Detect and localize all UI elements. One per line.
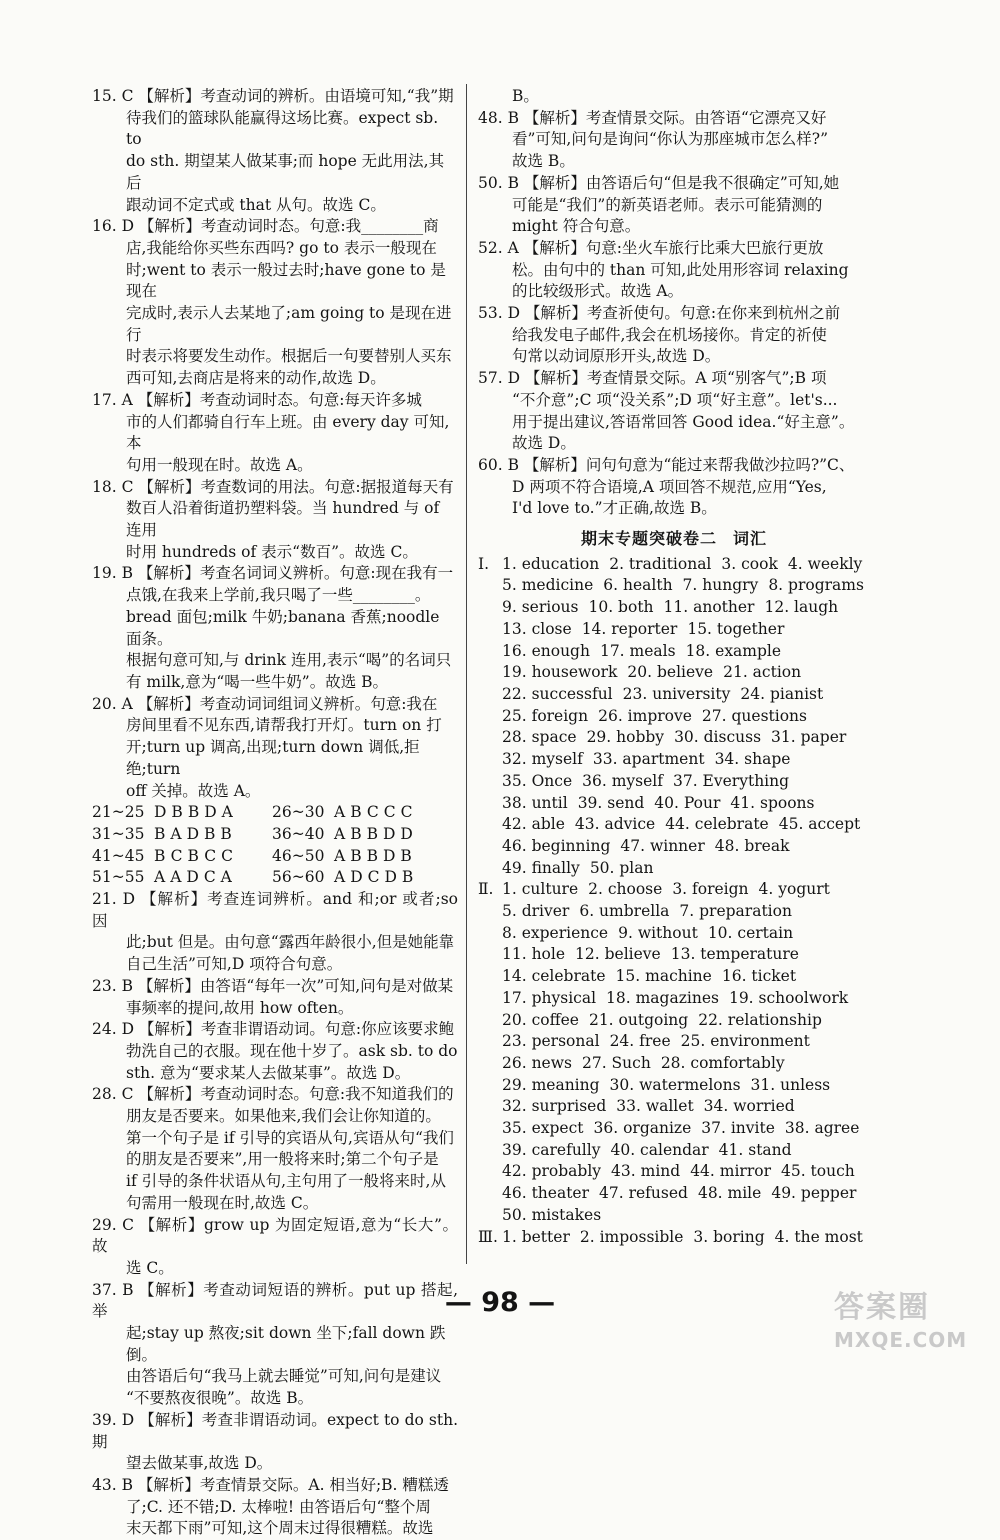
vocab-answer: 45. accept <box>778 815 861 834</box>
answer-line: 24. D 【解析】考查非谓语动词。句意:你应该要求鲍 <box>92 1020 455 1039</box>
vocab-answer: 49. finally <box>502 858 580 877</box>
vocab-answer: 2. impossible <box>579 1227 684 1246</box>
vocab-answer: 20. coffee <box>502 1010 579 1029</box>
vocab-line <box>502 966 870 988</box>
vocab-answer: 41. stand <box>718 1140 792 1159</box>
vocab-answer: 2. traditional <box>609 554 712 573</box>
answer-entry <box>92 1475 458 1540</box>
answer-line: 时表示将要发生动作。根据后一句要替别人买东 <box>126 347 452 366</box>
answer-line: 故选 B。 <box>512 152 575 171</box>
carried-answer: B。 <box>512 87 539 105</box>
answer-line: 用于提出建议,答语常回答 Good idea.“好主意”。 <box>512 412 855 431</box>
vocab-part-number: Ⅲ. <box>478 1227 498 1246</box>
answer-line: 句需用一般现在时,故选 C。 <box>126 1193 319 1212</box>
vocab-answers <box>502 554 874 880</box>
answer-key-row <box>92 867 458 889</box>
vocab-answer: 43. advice <box>574 815 656 834</box>
vocab-line <box>502 619 874 641</box>
vocab-line <box>502 771 874 793</box>
answer-entry <box>92 1084 458 1214</box>
vocab-answer: 8. experience <box>502 923 609 942</box>
vocab-line <box>502 1183 870 1205</box>
vocab-part <box>478 879 870 1226</box>
vocab-answer: 26. improve <box>598 706 692 725</box>
vocab-line <box>502 706 874 728</box>
vocab-answer: 17. meals <box>599 641 676 660</box>
vocab-answer: 10. both <box>588 598 654 617</box>
vocab-line <box>502 1227 873 1249</box>
column-divider <box>466 84 467 1264</box>
vocab-line <box>502 944 870 966</box>
vocab-answer: 15. together <box>687 619 785 638</box>
answer-line: 可能是“我们”的新英语老师。表示可能猜测的 <box>512 195 823 214</box>
answer-line: 选 C。 <box>126 1258 174 1277</box>
vocab-line <box>502 641 874 663</box>
answer-line: 故选 D。 <box>512 434 576 453</box>
answer-key-row <box>92 846 458 868</box>
vocab-answer: 8. programs <box>768 576 864 595</box>
vocab-answer: 44. mirror <box>690 1162 771 1181</box>
answer-line: 店,我能给你买些东西吗? go to 表示一般现在 <box>126 238 437 257</box>
vocab-answer: 32. surprised <box>502 1097 607 1116</box>
vocab-answer: 34. shape <box>714 750 791 769</box>
vocab-answer: 31. paper <box>771 728 847 747</box>
vocab-answers <box>502 879 870 1226</box>
answer-range: 31~35 <box>92 824 145 843</box>
vocab-answer: 5. driver <box>502 902 570 921</box>
vocab-line <box>502 1075 870 1097</box>
vocab-answer: 9. serious <box>502 598 579 617</box>
answer-line: 句用一般现在时。故选 A。 <box>126 455 313 474</box>
answer-line: 此;but 但是。由句意“露西年龄很小,但是她能靠 <box>126 933 455 952</box>
answer-line: 50. B 【解析】由答语后句“但是我不很确定”可知,她 <box>478 173 840 192</box>
vocab-answer: 29. meaning <box>502 1075 600 1094</box>
answer-letters: ADCDB <box>334 868 419 887</box>
answer-line: 起;stay up 熬夜;sit down 坐下;fall down 跌倒。 <box>126 1324 446 1364</box>
vocab-part <box>478 554 870 880</box>
vocab-answer: 35. Once <box>502 771 573 790</box>
answer-line: 17. A 【解析】考查动词时态。句意:每天许多城 <box>92 390 422 409</box>
answer-line: 事频率的提问,故用 how often。 <box>126 998 354 1017</box>
answer-range: 21~25 <box>92 803 145 822</box>
vocab-answer: 46. theater <box>502 1184 590 1203</box>
answer-range: 56~60 <box>272 868 325 887</box>
answer-line: might 符合句意。 <box>512 217 641 236</box>
answer-line: 28. C 【解析】考查动词时态。句意:我不知道我们的 <box>92 1085 454 1104</box>
answer-entry <box>478 108 870 173</box>
answer-entry <box>92 390 458 477</box>
answer-line: 了;C. 还不错;D. 太棒啦! 由答语后句“整个周 <box>126 1497 431 1516</box>
answer-line: 37. B 【解析】考查动词短语的辨析。put up 搭起,举 <box>92 1280 458 1321</box>
answer-line: 松。由句中的 than 可知,此处用形容词 relaxing <box>512 260 849 279</box>
answer-line: 18. C 【解析】考查数词的用法。句意:据报道每天有 <box>92 477 454 496</box>
watermark-text: 答案圈 <box>834 1290 930 1325</box>
answer-entry <box>92 563 458 693</box>
vocab-answer: 29. hobby <box>586 728 665 747</box>
vocab-answer: 45. touch <box>780 1162 855 1181</box>
vocab-answer: 5. medicine <box>502 576 594 595</box>
vocab-answer: 13. temperature <box>670 945 799 964</box>
answer-line: 看”可知,问句是询问“你认为那座城市怎么样?” <box>512 130 829 149</box>
answer-line: 48. B 【解析】考查情景交际。由答语“它漂亮又好 <box>478 108 827 127</box>
answer-entry <box>92 1215 458 1280</box>
vocab-answer: 50. plan <box>589 858 654 877</box>
left-column <box>92 86 458 1540</box>
answer-letters: DBBDA <box>154 803 238 822</box>
answer-line: 第一个句子是 if 引导的宾语从句,宾语从句“我们 <box>126 1128 454 1147</box>
vocab-line <box>502 858 874 880</box>
vocab-answer: 47. winner <box>620 836 705 855</box>
vocab-answer: 48. mile <box>697 1184 762 1203</box>
answer-range: 46~50 <box>272 846 325 865</box>
answer-entry <box>92 1410 458 1475</box>
answer-entry <box>92 1019 458 1084</box>
vocab-answer: 37. Everything <box>672 771 790 790</box>
vocab-answer: 16. ticket <box>721 967 797 986</box>
vocab-answer: 3. cook <box>721 554 778 573</box>
answer-range: 51~55 <box>92 868 145 887</box>
vocab-answer: 40. calendar <box>610 1140 709 1159</box>
vocab-line <box>502 575 874 597</box>
answer-entry <box>92 477 458 564</box>
answer-entry <box>92 216 458 390</box>
vocab-answer: 48. break <box>714 836 790 855</box>
answer-entry <box>478 238 870 303</box>
vocab-line <box>502 1161 870 1183</box>
answer-line: 39. D 【解析】考查非谓语动词。expect to do sth. 期 <box>92 1410 458 1451</box>
answer-line: 房间里看不见东西,请帮我打开灯。turn on 打 <box>126 716 442 735</box>
vocab-answer: 27. Such <box>581 1053 651 1072</box>
vocab-answer: 36. myself <box>582 771 663 790</box>
vocab-answer: 2. choose <box>588 880 663 899</box>
answer-line: 西可知,去商店是将来的动作,故选 D。 <box>126 369 386 388</box>
vocab-answer: 38. until <box>502 793 568 812</box>
answer-entry <box>92 889 458 976</box>
answer-entry <box>478 368 870 455</box>
page-number: — 98 — <box>444 1287 556 1318</box>
vocab-answer: 30. discuss <box>674 728 762 747</box>
vocab-line <box>502 1031 870 1053</box>
answer-range: 26~30 <box>272 803 325 822</box>
answer-line: 有 milk,意为“喝一些牛奶”。故选 B。 <box>126 672 389 691</box>
answer-line: 57. D 【解析】考查情景交际。A 项“别客气”;B 项 <box>478 369 827 388</box>
answer-line: 末天都下雨”可知,这个周末过得很糟糕。故选 <box>126 1519 434 1538</box>
answer-entry <box>92 976 458 1019</box>
vocab-answer: 3. boring <box>693 1227 765 1246</box>
vocab-answer: 28. comfortably <box>660 1053 785 1072</box>
vocab-line <box>502 662 874 684</box>
answer-line: 时用 hundreds of 表示“数百”。故选 C。 <box>126 542 418 561</box>
vocab-answer: 1. education <box>502 554 600 573</box>
vocab-answer: 47. refused <box>599 1184 688 1203</box>
answer-line: 29. C 【解析】grow up 为固定短语,意为“长大”。故 <box>92 1215 458 1256</box>
vocab-part-number: Ⅰ. <box>478 554 490 573</box>
vocab-answer: 7. preparation <box>679 902 792 921</box>
vocab-answer: 50. mistakes <box>502 1205 602 1224</box>
answer-letters: BCBCC <box>154 846 238 865</box>
vocab-answer: 26. news <box>502 1053 572 1072</box>
answer-line: 望去做某事,故选 D。 <box>126 1454 273 1473</box>
vocab-line <box>502 1140 870 1162</box>
answer-line: 给我发电子邮件,我会在机场接你。肯定的祈使 <box>512 325 827 344</box>
vocab-answer: 34. worried <box>703 1097 795 1116</box>
vocab-part-number: Ⅱ. <box>478 880 494 899</box>
vocab-answer: 23. personal <box>502 1032 600 1051</box>
answer-letters: ABBDD <box>334 824 418 843</box>
answer-line: 时;went to 表示一般过去时;have gone to 是现在 <box>126 260 446 301</box>
vocab-line <box>502 836 874 858</box>
vocab-line <box>502 988 870 1010</box>
vocab-answer: 38. agree <box>784 1119 860 1138</box>
answer-line: 开;turn up 调高,出现;turn down 调低,拒绝;turn <box>126 738 420 778</box>
vocab-answer: 16. enough <box>502 641 590 660</box>
answer-letters: AADCA <box>154 868 237 887</box>
vocab-line <box>502 879 870 901</box>
vocab-answer: 12. laugh <box>764 598 839 617</box>
vocab-answer: 13. close <box>502 619 572 638</box>
answer-key-row <box>92 802 458 824</box>
answer-line: 勃洗自己的衣服。现在他十岁了。ask sb. to do <box>126 1041 458 1060</box>
vocab-answer: 22. successful <box>502 684 613 703</box>
answer-key-row <box>92 824 458 846</box>
answer-key-grid <box>92 802 458 889</box>
answer-line: “不要熬夜很晚”。故选 B。 <box>126 1389 314 1408</box>
answer-line: 23. B 【解析】由答语“每年一次”可知,问句是对做某 <box>92 976 454 995</box>
vocab-answer: 14. celebrate <box>502 967 606 986</box>
answer-line: 15. C 【解析】考查动词的辨析。由语境可知,“我”期 <box>92 87 454 105</box>
vocab-answer: 14. reporter <box>581 619 678 638</box>
vocab-answer: 1. better <box>502 1227 570 1246</box>
vocab-line <box>502 1053 870 1075</box>
vocab-answer: 3. foreign <box>672 880 749 899</box>
vocab-answer: 6. health <box>603 576 673 595</box>
answer-line: 43. B 【解析】考查情景交际。A. 相当好;B. 糟糕透 <box>92 1476 449 1494</box>
vocab-answer: 4. the most <box>774 1227 863 1246</box>
vocab-line <box>502 814 874 836</box>
vocab-answer: 4. yogurt <box>758 880 830 899</box>
answer-line: 19. B 【解析】考查名词词义辨析。句意:现在我有一 <box>92 564 454 583</box>
vocab-line <box>502 901 870 923</box>
right-column <box>478 86 870 1248</box>
vocab-answer: 7. hungry <box>682 576 759 595</box>
answer-line: 跟动词不定式或 that 从句。故选 C。 <box>126 195 386 214</box>
answer-line: 根据句意可知,与 drink 连用,表示“喝”的名词只 <box>126 651 452 670</box>
answer-entry <box>92 694 458 803</box>
answer-line: 句常以动词原形开头,故选 D。 <box>512 347 721 366</box>
vocab-answer: 39. carefully <box>502 1140 601 1159</box>
vocab-answer: 25. foreign <box>502 706 589 725</box>
vocab-answer: 20. believe <box>627 663 714 682</box>
answer-line: 21. D 【解析】考查连词辨析。and 和;or 或者;so 因 <box>92 890 458 930</box>
vocab-answer: 18. magazines <box>606 988 719 1007</box>
vocab-answer: 28. space <box>502 728 577 747</box>
answer-line: 待我们的篮球队能赢得这场比赛。expect sb. to <box>126 108 439 149</box>
answer-letters: ABCCC <box>334 803 418 822</box>
answer-line: bread 面包;milk 牛奶;banana 香蕉;noodle 面条。 <box>126 607 440 648</box>
answer-line: “不介意”;C 项“没关系”;D 项“好主意”。let's... <box>512 390 838 409</box>
answer-line: do sth. 期望某人做某事;而 hope 无此用法,其后 <box>126 152 445 192</box>
watermark-url: MXQE.COM <box>834 1328 968 1352</box>
vocab-answer: 49. pepper <box>771 1184 857 1203</box>
vocab-answer: 35. expect <box>502 1119 584 1138</box>
vocab-part <box>478 1227 870 1249</box>
vocab-line <box>502 597 874 619</box>
answer-line: 自己生活”可知,D 项符合句意。 <box>126 955 343 974</box>
answer-entry <box>478 173 870 238</box>
vocab-answer: 17. physical <box>502 988 597 1007</box>
vocab-answers <box>502 1227 873 1249</box>
vocab-answer: 19. schoolwork <box>728 988 849 1007</box>
vocab-answer: 31. unless <box>750 1075 831 1094</box>
vocab-answer: 37. invite <box>701 1119 775 1138</box>
answer-line: 的比较级形式。故选 A。 <box>512 282 684 301</box>
vocab-answer: 41. spoons <box>730 793 815 812</box>
answer-line: 市的人们都骑自行车上班。由 every day 可知,本 <box>126 412 450 453</box>
vocab-answer: 11. hole <box>502 945 566 964</box>
answer-line: sth. 意为“要求某人去做某事”。故选 D。 <box>126 1063 411 1082</box>
vocab-answer: 9. without <box>618 923 698 942</box>
answer-entry <box>92 86 458 216</box>
answer-line: 完成时,表示人去某地了;am going to 是现在进行 <box>126 304 452 344</box>
answer-line: 20. A 【解析】考查动词词组词义辨析。句意:我在 <box>92 694 438 713</box>
answer-line: 16. D 【解析】考查动词时态。句意:我________商 <box>92 217 439 236</box>
vocab-answer: 44. celebrate <box>665 815 769 834</box>
vocab-line <box>502 923 870 945</box>
vocab-line <box>502 1096 870 1118</box>
vocab-line <box>502 554 874 576</box>
vocab-answer: 42. able <box>502 815 565 834</box>
vocab-answer: 43. mind <box>611 1162 681 1181</box>
answer-line: D 两项不符合语境,A 项回答不规范,应用“Yes, <box>512 477 827 496</box>
answer-entry <box>478 303 870 368</box>
vocab-line <box>502 793 874 815</box>
answer-line: if 引导的条件状语从句,主句用了一般将来时,从 <box>126 1172 446 1191</box>
answer-line: 朋友是否要来。如果他来,我们会让你知道的。 <box>126 1107 441 1126</box>
vocab-answer: 19. housework <box>502 663 618 682</box>
answer-entry <box>478 455 870 520</box>
vocab-answer: 40. Pour <box>654 793 721 812</box>
vocab-line <box>502 684 874 706</box>
vocab-answer: 36. organize <box>593 1119 692 1138</box>
vocab-answer: 46. beginning <box>502 836 611 855</box>
answer-line: 53. D 【解析】考查祈使句。句意:在你来到杭州之前 <box>478 304 841 323</box>
vocab-line <box>502 749 874 771</box>
vocab-answer: 1. culture <box>502 880 579 899</box>
vocab-answer: 33. apartment <box>592 750 705 769</box>
vocab-answer: 42. probably <box>502 1162 602 1181</box>
section-title <box>478 528 870 550</box>
vocab-line <box>502 1118 870 1140</box>
vocab-answer: 6. umbrella <box>579 902 670 921</box>
answer-range: 36~40 <box>272 824 325 843</box>
vocab-answer: 11. another <box>663 598 755 617</box>
answer-line: 点饿,在我来上学前,我只喝了一些________。 <box>126 586 431 605</box>
answer-line: 数百人沿着街道扔塑料袋。当 hundred 与 of 连用 <box>126 499 440 540</box>
watermark-logo <box>834 1282 974 1370</box>
answer-letters: ABBDB <box>334 846 417 865</box>
vocab-answer: 30. watermelons <box>609 1075 741 1094</box>
section-title-topic: 词汇 <box>733 529 768 549</box>
vocab-answer: 24. pianist <box>740 684 824 703</box>
vocab-answer: 39. send <box>577 793 645 812</box>
vocab-line <box>502 727 874 749</box>
vocab-answer: 15. machine <box>615 967 712 986</box>
answer-letters: BADBB <box>154 824 237 843</box>
answer-line: 52. A 【解析】句意:坐火车旅行比乘大巴旅行更放 <box>478 238 824 257</box>
vocab-answer: 21. action <box>723 663 802 682</box>
section-title-main: 期末专题突破卷二 <box>580 529 717 549</box>
answer-line: 由答语后句“我马上就去睡觉”可知,问句是建议 <box>126 1367 442 1386</box>
vocab-answer: 25. environment <box>680 1032 810 1051</box>
vocab-answer: 10. certain <box>707 923 794 942</box>
vocab-answer: 4. weekly <box>787 554 863 573</box>
answer-line: I'd love to.”才正确,故选 B。 <box>512 499 717 518</box>
answer-line: off 关掉。故选 A。 <box>126 781 261 800</box>
vocab-answer: 21. outgoing <box>588 1010 689 1029</box>
vocab-answer: 22. relationship <box>698 1010 822 1029</box>
answer-line: 60. B 【解析】问句句意为“能过来帮我做沙拉吗?”C、 <box>478 455 855 474</box>
vocab-answer: 18. example <box>685 641 782 660</box>
vocab-answer: 24. free <box>609 1032 671 1051</box>
vocab-line <box>502 1010 870 1032</box>
vocab-answer: 23. university <box>622 684 731 703</box>
answer-line: 的朋友是否要来”,用一般将来时;第二个句子是 <box>126 1150 439 1169</box>
vocab-answer: 32. myself <box>502 750 583 769</box>
vocab-line <box>502 1205 870 1227</box>
vocab-answer: 27. questions <box>701 706 807 725</box>
vocab-answer: 33. wallet <box>616 1097 694 1116</box>
answer-range: 41~45 <box>92 846 145 865</box>
vocab-answer: 12. believe <box>575 945 661 964</box>
